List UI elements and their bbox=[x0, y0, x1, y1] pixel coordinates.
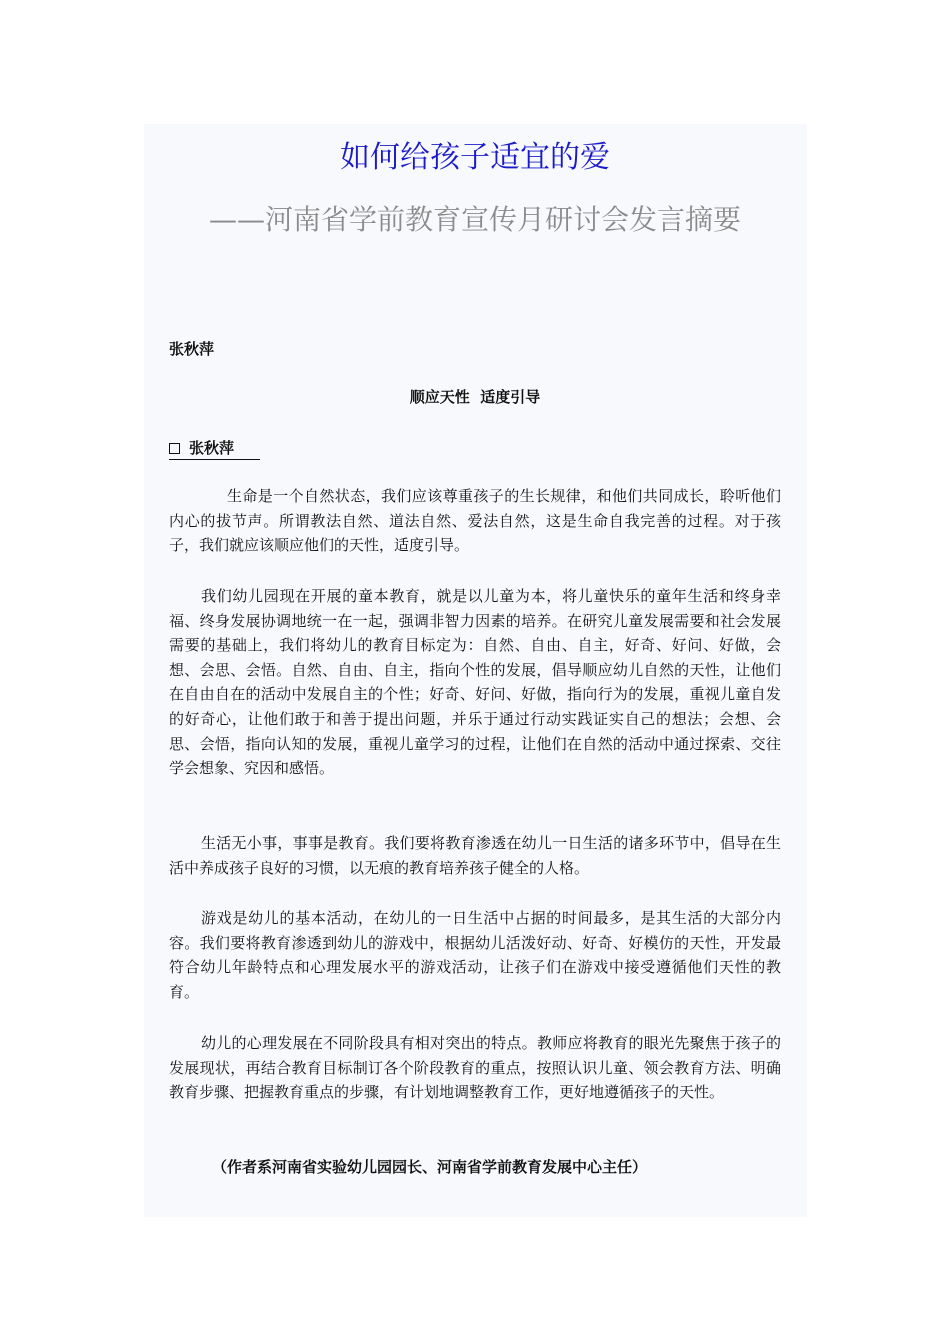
hollow-square-icon bbox=[169, 443, 180, 454]
section-heading: 顺应天性 适度引导 bbox=[409, 388, 541, 406]
body-paragraph: 生活无小事，事事是教育。我们要将教育渗透在幼儿一日生活的诸多环节中，倡导在生活中养成孩子良好的习惯，以无痕的教育培养孩子健全的人格。 bbox=[169, 834, 781, 877]
body-paragraph: 我们幼儿园现在开展的童本教育，就是以儿童为本，将儿童快乐的童年生活和终身幸福、终身发展协调地统一在一起，强调非智力因素的培养。在研究儿童发展需要和社会发展需要的基础上，我们将幼儿的教育目标定为：自然、自由、自主，好奇、好问、好做，会想、会思、会悟。自然、自由、自主，指向个性的发展，倡导顺应幼儿自然的天性，让他们在自由自在的活动中发展自主的个性；好奇、好问、好做，指向行为的发展，重视儿童自发的好奇心，让他们敢于和善于提出问题，并乐于通过行动实践证实自己的想法；会想、会思、会悟，指向认知的发展，重视儿童学习的过程，让他们在自然的活动中通过探索、交往学会想象、究因和感悟。 bbox=[169, 587, 781, 778]
body-paragraph: 游戏是幼儿的基本活动，在幼儿的一日生活中占据的时间最多，是其生活的大部分内容。我们要将教育渗透到幼儿的游戏中，根据幼儿活泼好动、好奇、好模仿的天性，开发最符合幼儿年龄特点和心理发展水平的游戏活动，让孩子们在游戏中接受遵循他们天性的教育。 bbox=[169, 909, 781, 1001]
author-name: 张秋萍 bbox=[169, 340, 215, 358]
body-paragraph: 生命是一个自然状态，我们应该尊重孩子的生长规律，和他们共同成长，聆听他们内心的拔节声。所谓教法自然、道法自然、爱法自然，这是生命自我完善的过程。对于孩子，我们就应该顺应他们的天性，适度引导。 bbox=[169, 487, 781, 555]
author-footnote: （作者系河南省实验幼儿园园长、河南省学前教育发展中心主任） bbox=[212, 1158, 648, 1176]
article-subtitle: ——河南省学前教育宣传月研讨会发言摘要 bbox=[208, 203, 741, 236]
byline-name: 张秋萍 bbox=[189, 439, 235, 457]
byline bbox=[169, 437, 260, 460]
body-paragraph: 幼儿的心理发展在不同阶段具有相对突出的特点。教师应将教育的眼光先聚焦于孩子的发展现状，再结合教育目标制订各个阶段教育的重点，按照认识儿童、领会教育方法、明确教育步骤、把握教育重点的步骤，有计划地调整教育工作，更好地遵循孩子的天性。 bbox=[169, 1034, 781, 1102]
article-title: 如何给孩子适宜的爱 bbox=[340, 140, 610, 175]
